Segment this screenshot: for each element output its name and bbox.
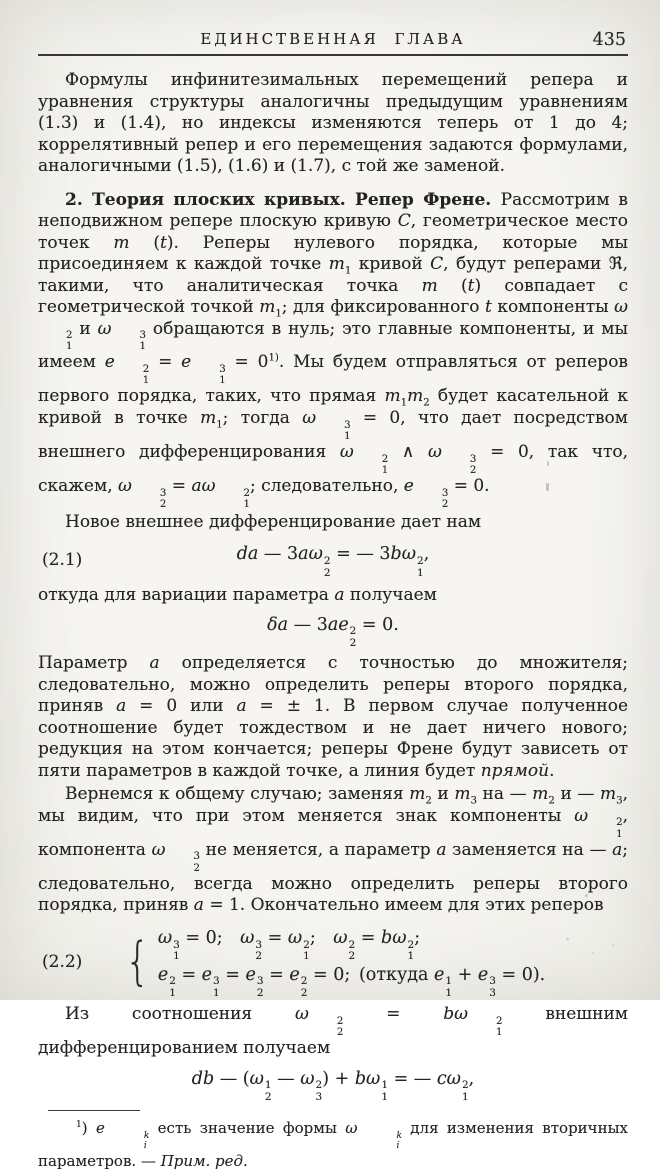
scan-speck <box>592 952 594 954</box>
scan-speck <box>585 894 588 897</box>
equation-2-2-lines <box>158 925 545 998</box>
equation-2-1 <box>38 542 628 578</box>
page-number: 435 <box>592 30 626 50</box>
paragraph-variation: откуда для вариации параметра a получаем <box>38 585 437 606</box>
scan-speck <box>355 44 357 46</box>
equation-2-2 <box>38 925 628 998</box>
paragraph-new-differentiation: Новое внешнее дифференцирование дает нам <box>65 511 482 532</box>
scan-speck <box>600 905 602 908</box>
system-brace-icon: { <box>124 931 150 992</box>
footnote <box>38 1110 628 1172</box>
scan-speck <box>547 461 549 466</box>
equation-variation-formula: δa — 3ae 2 2 = 0. <box>267 614 399 649</box>
equation-2-2-line-1: ω 3 1 = 0; ω 3 2 = ω 2 1 ; ω 2 2 = bω 2 1 ; <box>157 927 421 963</box>
equation-2-1-formula: da — 3aω 2 2 = — 3bω 2 1 , <box>236 544 430 579</box>
footnote-text: $^1$) e k i есть значение формы ω k i для изменения вторичных параметров. — Прим. ред. <box>38 1119 628 1170</box>
equation-2-2-line-2: e 2 1 = e 3 1 = e 3 2 = e 2 2 = 0; (откуда e 1 1 + e 3 3 = 0). <box>157 964 546 999</box>
running-head-title: ЕДИНСТВЕННАЯ ГЛАВА <box>200 30 466 48</box>
paragraph-relation: Из соотношения ω 2 2 = bω 2 1 внешним дифференцированием получаем <box>38 1004 628 1059</box>
paragraph-intro: Формулы инфинитезимальных перемещений репера и уравнения структуры аналогичны предыдущим уравнениям (1.3) и (1.4), но индексы изменяются теперь от 1 до 4; коррелятивный репер и его перемещения задаются формулами, аналогичными (1.5), (1.6) и (1.7), с той же заменой. <box>38 70 628 176</box>
equation-db-formula: db — (ω 1 2 — ω 2 3 ) + bω 1 1 = — cω 2 1 , <box>191 1068 475 1103</box>
equation-2-2-system <box>121 925 546 998</box>
equation-2-2-label: (2.2) <box>42 951 83 972</box>
paragraph-parameter-a: Параметр a определяется с точностью до множителя; следовательно, можно определить реперы второго порядка, приняв a = 0 или a = ± 1. В первом случае полученное соотношение будет тождеством и не дает ничего нового; редукция на этом кончается; реперы Френе будут зависеть от пяти параметров в каждой точке, а линия будет прямой. <box>38 653 629 781</box>
scan-speck <box>612 944 614 947</box>
scan-speck <box>546 483 549 491</box>
equation-db <box>38 1067 628 1103</box>
paragraph-section-2: 2. Теория плоских кривых. Репер Френе. Рассмотрим в неподвижном репере плоскую кривую C, геометрическое место точек m (t). Реперы нулевого порядка, которые мы присоединяем к каждой точке $m_1$ кривой C, будут реперами ℜ, такими, что аналитическая точка m (t) совпадает с геометрической точкой $m_1$; для фиксированного t компоненты ω 2 1 и ω 3 1 обращаются в нуль; это главные компоненты, и мы имеем e 2 1 = e 3 1 = $0^{1)}$. Мы будем отправляться от реперов первого порядка, таких, что прямая $m_1m_2$ будет касательной к кривой в точке $m_1$; тогда ω 3 1 = 0, что дает посредством внешнего дифференцирования ω 2 1 ∧ ω 3 2 = 0, так что, скажем, ω 3 2 = aω 2 1 ; следовательно, e 3 2 = 0. <box>38 189 629 510</box>
equation-variation <box>38 613 628 649</box>
footnote-rule <box>48 1110 140 1111</box>
scan-speck <box>566 938 569 940</box>
paragraph-general-case: Вернемся к общему случаю; заменяя $m_2$ и $m_3$ на — $m_2$ и — $m_3$, мы видим, что при этом меняется знак компоненты ω 2 1 , компонента ω 3 2 не меняется, а параметр a заменяется на — a; следовательно, всегда можно определить реперы второго порядка, приняв a = 1. Окончательно имеем для этих реперов <box>38 784 628 916</box>
header-rule <box>38 54 628 56</box>
page-header <box>38 30 628 48</box>
equation-2-1-label: (2.1) <box>42 550 83 571</box>
